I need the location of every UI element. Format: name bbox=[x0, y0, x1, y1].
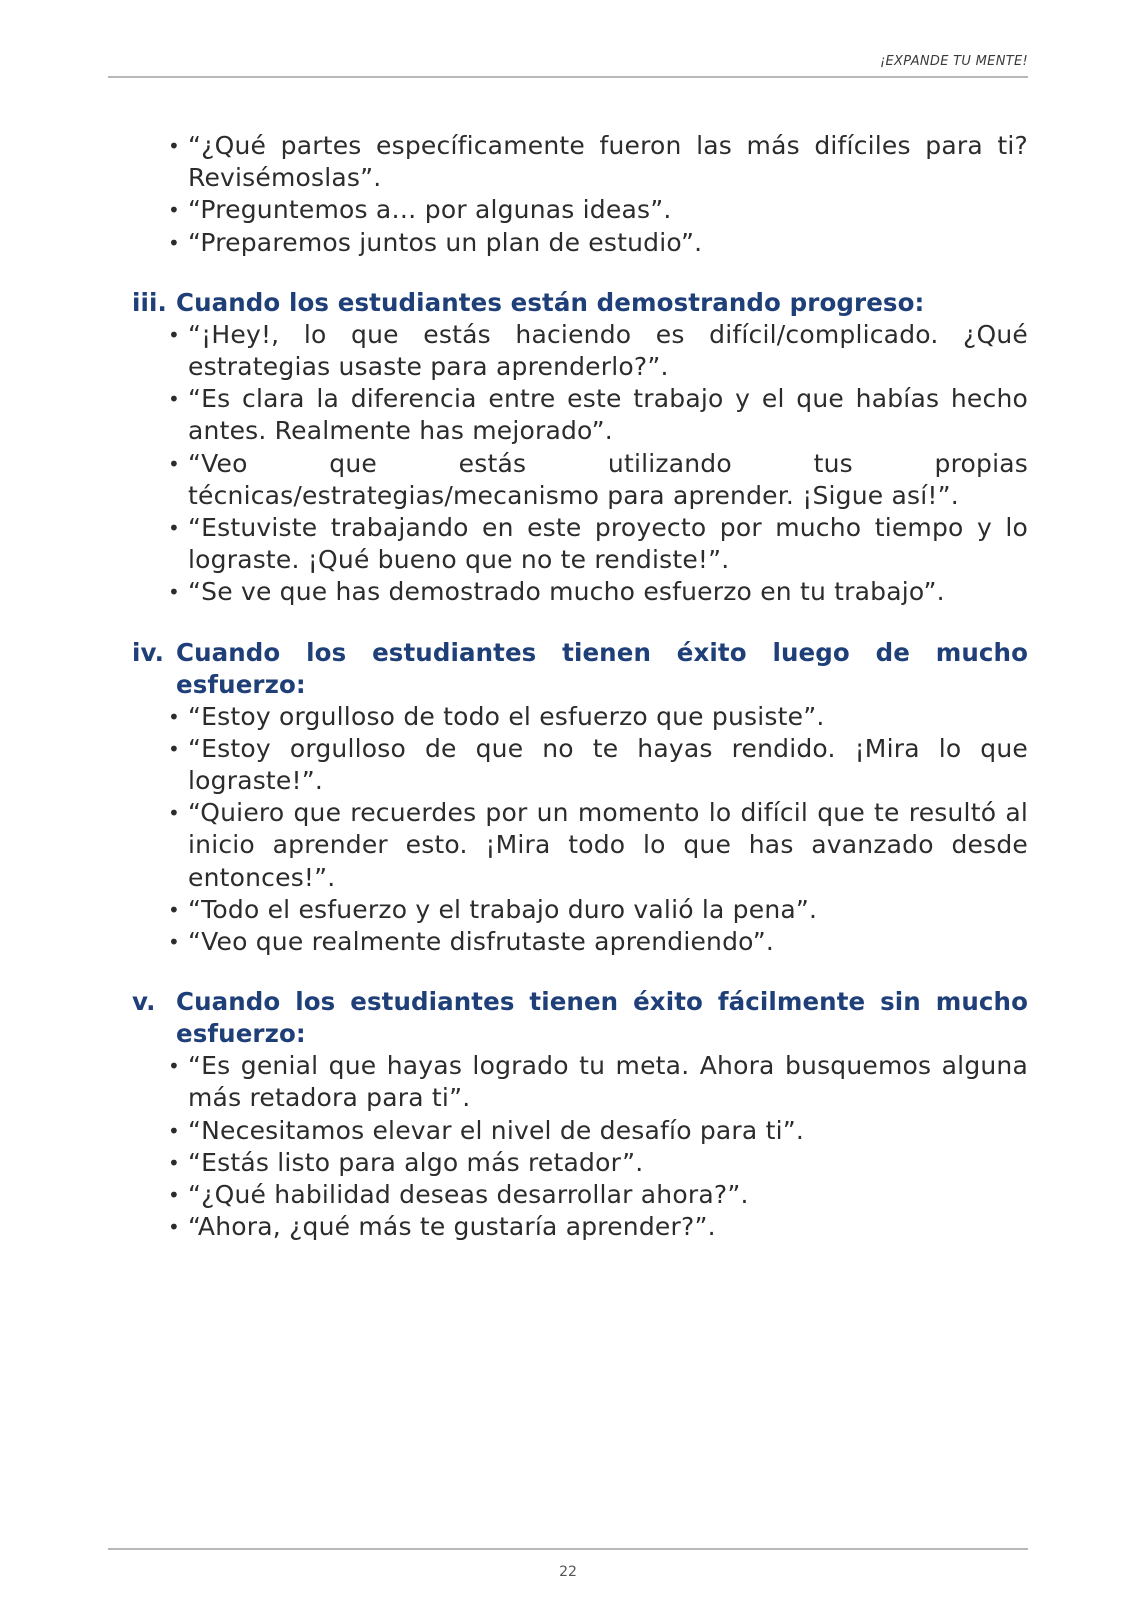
section-numeral: v. bbox=[132, 987, 156, 1017]
section-progress bbox=[132, 287, 1028, 609]
list-item bbox=[168, 576, 1028, 608]
bullet-icon: • bbox=[168, 451, 180, 476]
list-item-text: “Preparemos juntos un plan de estudio”. bbox=[188, 227, 703, 257]
list-item bbox=[168, 1179, 1028, 1211]
list-item bbox=[168, 194, 1028, 226]
bullet-icon: • bbox=[168, 930, 180, 955]
list-item bbox=[168, 383, 1028, 447]
bullet-icon: • bbox=[168, 801, 180, 826]
section-title: Cuando los estudiantes tienen éxito fácilmente sin mucho esfuerzo: bbox=[176, 987, 1028, 1049]
intro-list bbox=[132, 130, 1028, 259]
list-item bbox=[168, 1211, 1028, 1243]
list-item-text: “¿Qué habilidad deseas desarrollar ahora?”. bbox=[188, 1180, 749, 1210]
list-item-text: “¡Hey!, lo que estás haciendo es difícil/complicado. ¿Qué estrategias usaste para aprenderlo?”. bbox=[188, 319, 1028, 382]
list-item bbox=[168, 894, 1028, 926]
list-item bbox=[168, 1147, 1028, 1179]
bullet-icon: • bbox=[168, 134, 180, 158]
section-heading bbox=[132, 986, 1028, 1050]
list-item bbox=[168, 448, 1028, 512]
list-item-text: “Ahora, ¿qué más te gustaría aprender?”. bbox=[188, 1212, 716, 1242]
bullet-icon: • bbox=[168, 580, 180, 605]
list-item bbox=[168, 733, 1028, 797]
bullet-icon: • bbox=[168, 516, 180, 541]
page-number: 22 bbox=[559, 1564, 577, 1580]
list-item-text: “Todo el esfuerzo y el trabajo duro valió la pena”. bbox=[188, 894, 818, 924]
running-header: ¡EXPANDE TU MENTE! bbox=[879, 54, 1028, 69]
list-item-text: “Quiero que recuerdes por un momento lo difícil que te resultó al inicio aprender esto. ¡Mira todo lo que has avanzado desde entonces!”. bbox=[188, 798, 1028, 892]
section-heading bbox=[132, 637, 1028, 701]
section-title: Cuando los estudiantes tienen éxito luego de mucho esfuerzo: bbox=[176, 637, 1028, 699]
section-title: Cuando los estudiantes están demostrando progreso: bbox=[176, 287, 925, 317]
section-success-effort bbox=[132, 637, 1028, 959]
list-item-text: “Necesitamos elevar el nivel de desafío para ti”. bbox=[188, 1115, 805, 1145]
bullet-icon: • bbox=[168, 1150, 180, 1175]
list-item-text: “Estoy orgulloso de todo el esfuerzo que pusiste”. bbox=[188, 701, 825, 731]
section-heading bbox=[132, 287, 1028, 319]
page-content bbox=[132, 130, 1028, 1243]
list-item bbox=[168, 926, 1028, 958]
bullet-icon: • bbox=[168, 322, 180, 347]
page-footer bbox=[108, 1548, 1028, 1580]
bullet-icon: • bbox=[168, 1118, 180, 1143]
list-item-text: “Es genial que hayas logrado tu meta. Ahora busquemos alguna más retadora para ti”. bbox=[188, 1051, 1028, 1113]
page-header bbox=[108, 50, 1028, 78]
list-item bbox=[168, 1115, 1028, 1147]
list-item-text: “Preguntemos a… por algunas ideas”. bbox=[188, 195, 672, 225]
bullet-icon: • bbox=[168, 704, 180, 729]
list-item-text: “Veo que estás utilizando tus propias técnicas/estrategias/mecanismo para aprender. ¡Sigue así!”. bbox=[188, 448, 1028, 510]
list-item bbox=[168, 797, 1028, 894]
bullet-icon: • bbox=[168, 897, 180, 922]
bullet-icon: • bbox=[168, 198, 180, 223]
list-item-text: “Se ve que has demostrado mucho esfuerzo en tu trabajo”. bbox=[188, 577, 945, 607]
bullet-icon: • bbox=[168, 1183, 180, 1208]
list-item-text: “Estoy orgulloso de que no te hayas rendido. ¡Mira lo que lograste!”. bbox=[188, 733, 1028, 796]
list-item bbox=[168, 512, 1028, 576]
list-item bbox=[168, 227, 1028, 259]
section-success-easy bbox=[132, 986, 1028, 1243]
list-item bbox=[168, 701, 1028, 733]
list-item bbox=[168, 1050, 1028, 1114]
list-item bbox=[168, 130, 1028, 194]
bullet-icon: • bbox=[168, 1054, 180, 1079]
bullet-icon: • bbox=[168, 230, 180, 255]
bullet-icon: • bbox=[168, 1215, 180, 1240]
list-item bbox=[168, 319, 1028, 383]
list-item-text: “¿Qué partes específicamente fueron las más difíciles para ti? Revisémoslas”. bbox=[188, 131, 1028, 193]
list-item-text: “Es clara la diferencia entre este trabajo y el que habías hecho antes. Realmente has mejorado”. bbox=[188, 384, 1028, 446]
section-numeral: iii. bbox=[132, 287, 167, 317]
list-item-text: “Veo que realmente disfrutaste aprendiendo”. bbox=[188, 927, 775, 957]
bullet-icon: • bbox=[168, 736, 180, 761]
bullet-icon: • bbox=[168, 387, 180, 412]
list-item-text: “Estuviste trabajando en este proyecto por mucho tiempo y lo lograste. ¡Qué bueno que no te rendiste!”. bbox=[188, 513, 1028, 575]
list-item-text: “Estás listo para algo más retador”. bbox=[188, 1147, 644, 1177]
section-numeral: iv. bbox=[132, 637, 164, 667]
